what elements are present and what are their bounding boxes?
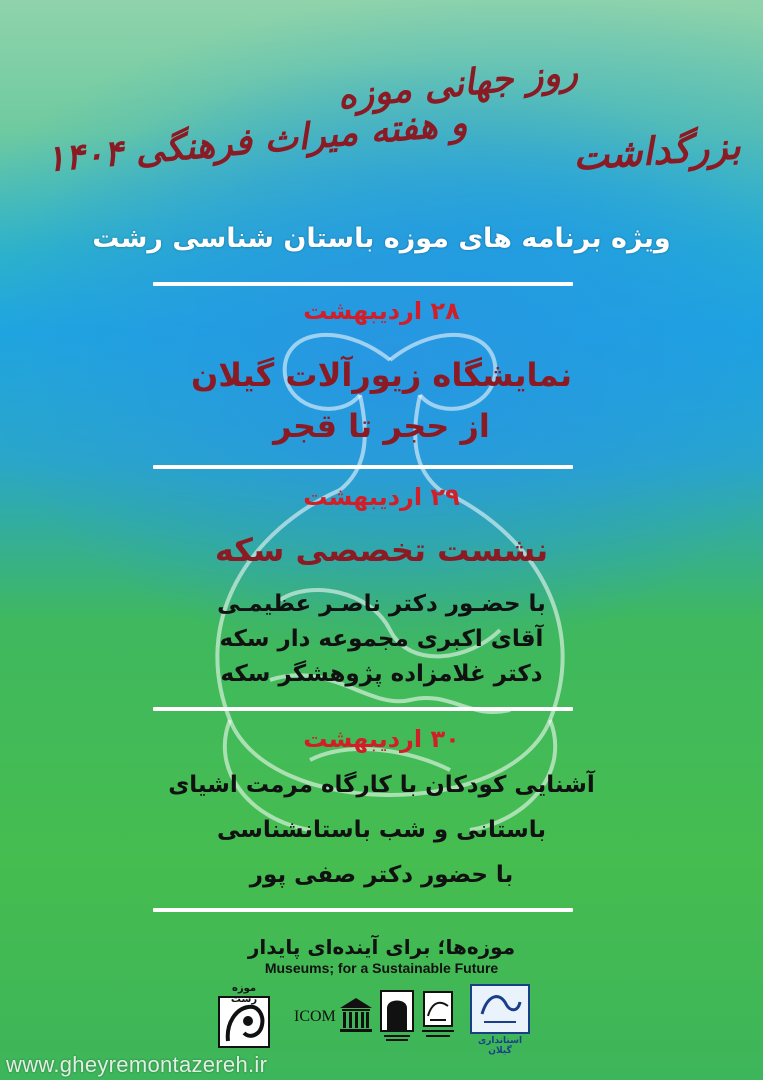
event-3-line-1: آشنایی کودکان با کارگاه مرمت اشیای	[168, 772, 595, 798]
icom-logo: ICOM	[294, 1008, 336, 1025]
event-1-title-line-1: نمایشگاه زیورآلات گیلان	[190, 356, 572, 394]
event-3-line-2: باستانی و شب باستانشناسی	[217, 817, 546, 843]
event-3-line-3: با حضور دکتر صفی پور	[249, 862, 514, 888]
event-1-title-line-2: از حجر تا قجر	[273, 407, 490, 445]
event-2-date: ۲۹ اردیبهشت	[303, 483, 460, 511]
ministry-logo-label: استانداری گیلان	[477, 1036, 523, 1056]
watermark-url: www.gheyremontazereh.ir	[6, 1052, 268, 1077]
title-line-heritage-week: و هفته میراث فرهنگی ۱۴۰۴	[44, 101, 470, 181]
divider	[153, 908, 573, 912]
title-line-bozorgdasht: بزرگداشت	[571, 122, 743, 179]
event-1-date: ۲۸ اردیبهشت	[303, 297, 460, 325]
poster-title	[0, 50, 763, 218]
divider	[153, 465, 573, 469]
heritage-arch-logo	[380, 990, 414, 1044]
slogan-english: Museums; for a Sustainable Future	[264, 960, 499, 976]
event-2-detail-3: دکتر غلامزاده پژوهشگر سکه	[220, 661, 543, 687]
rasht-museum-logo-label: موزه رشت	[230, 983, 258, 1005]
event-3-date: ۳۰ اردیبهشت	[303, 725, 460, 753]
divider	[153, 707, 573, 711]
title-line-museum-day: روز جهانی موزه	[335, 50, 580, 118]
divider	[153, 282, 573, 286]
rasht-museum-logo	[218, 983, 270, 1049]
slogan-persian: موزه‌ها؛ برای آینده‌ای پایدار	[247, 935, 516, 959]
unesco-logo	[338, 996, 374, 1036]
heritage-calligraphy-logo	[418, 990, 458, 1042]
event-2-detail-1: با حضـور دکتر ناصـر عظیمـی	[217, 591, 546, 617]
event-2-detail-2: آقای اکبری مجموعه دار سکه	[219, 626, 544, 652]
ministry-logo	[470, 984, 530, 1056]
event-2-title: نشست تخصصی سکه	[214, 531, 549, 569]
poster-subtitle: ویژه برنامه های موزه باستان شناسی رشت	[92, 223, 671, 254]
